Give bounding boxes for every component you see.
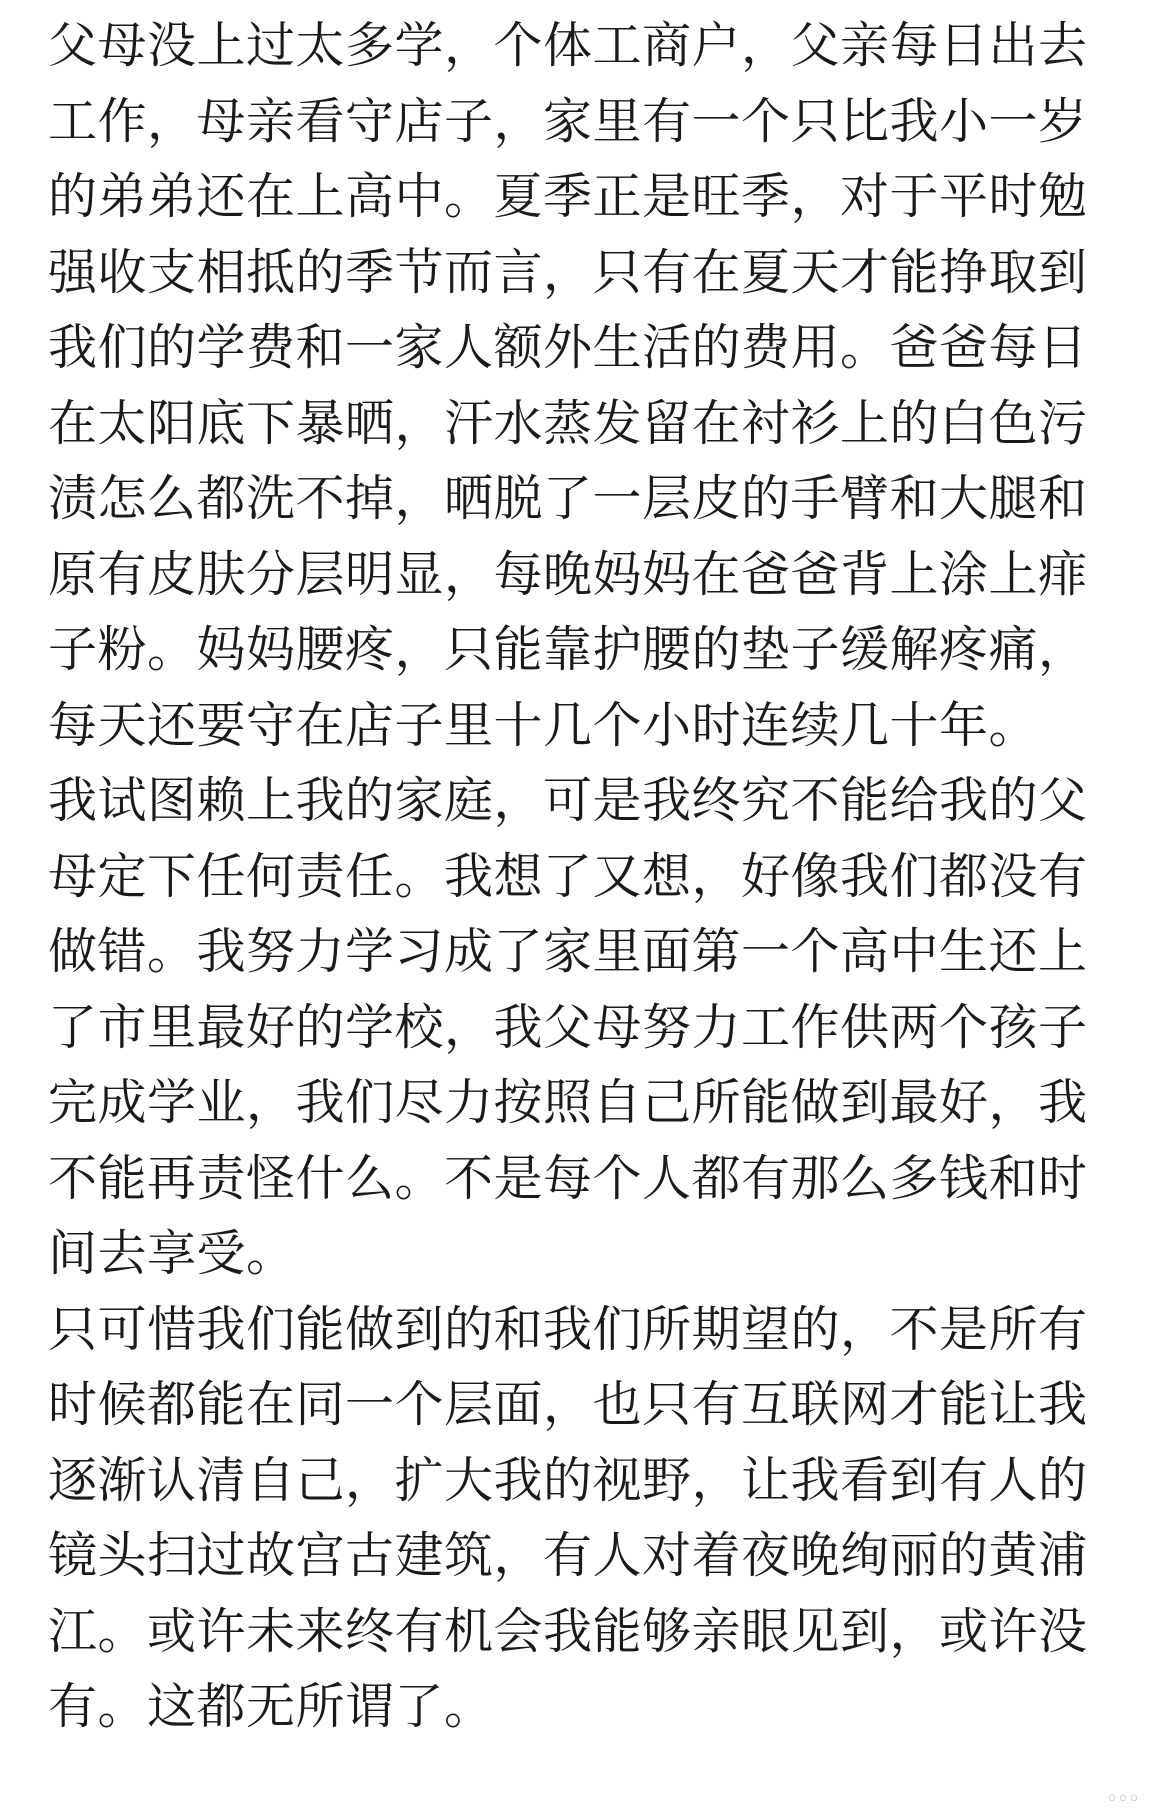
text-line: 母定下任何责任。我想了又想，好像我们都没有 <box>48 847 1088 905</box>
text-line: 镜头扫过故宫古建筑，有人对着夜晚绚丽的黄浦 <box>48 1527 1088 1584</box>
watermark: 。。。 <box>1107 1780 1152 1805</box>
text-line: 间去享受。 <box>48 1225 296 1282</box>
text-line: 江。或许未来终有机会我能够亲眼见到，或许没 <box>48 1602 1088 1660</box>
article-body <box>48 8 1128 1745</box>
text-line: 在太阳底下暴晒，汗水蒸发留在衬衫上的白色污 <box>48 394 1088 452</box>
text-line: 只可惜我们能做到的和我们所期望的，不是所有 <box>48 1300 1088 1358</box>
text-line: 渍怎么都洗不掉，晒脱了一层皮的手臂和大腿和 <box>48 470 1088 527</box>
text-line: 时候都能在同一个层面，也只有互联网才能让我 <box>48 1376 1088 1433</box>
text-line: 子粉。妈妈腰疼，只能靠护腰的垫子缓解疼痛， <box>48 621 1088 678</box>
text-line: 父母没上过太多学，个体工商户，父亲每日出去 <box>48 17 1088 74</box>
text-line: 不能再责怪什么。不是每个人都有那么多钱和时 <box>48 1149 1088 1207</box>
text-line: 我们的学费和一家人额外生活的费用。爸爸每日 <box>48 319 1088 376</box>
text-line: 的弟弟还在上高中。夏季正是旺季，对于平时勉 <box>48 168 1088 225</box>
text-line: 逐渐认清自己，扩大我的视野，让我看到有人的 <box>48 1451 1088 1509</box>
text-line: 了市里最好的学校，我父母努力工作供两个孩子 <box>48 998 1088 1056</box>
text-line: 我试图赖上我的家庭，可是我终究不能给我的父 <box>48 772 1088 829</box>
text-line: 原有皮肤分层明显，每晚妈妈在爸爸背上涂上痱 <box>48 545 1088 603</box>
text-line: 完成学业，我们尽力按照自己所能做到最好，我 <box>48 1074 1088 1131</box>
text-line: 工作，母亲看守店子，家里有一个只比我小一岁 <box>48 92 1088 150</box>
text-line: 有。这都无所谓了。 <box>48 1678 494 1735</box>
text-line: 每天还要守在店子里十几个小时连续几十年。 <box>48 696 1039 754</box>
text-line: 做错。我努力学习成了家里面第一个高中生还上 <box>48 923 1088 980</box>
text-line: 强收支相抵的季节而言，只有在夏天才能挣取到 <box>48 243 1088 301</box>
